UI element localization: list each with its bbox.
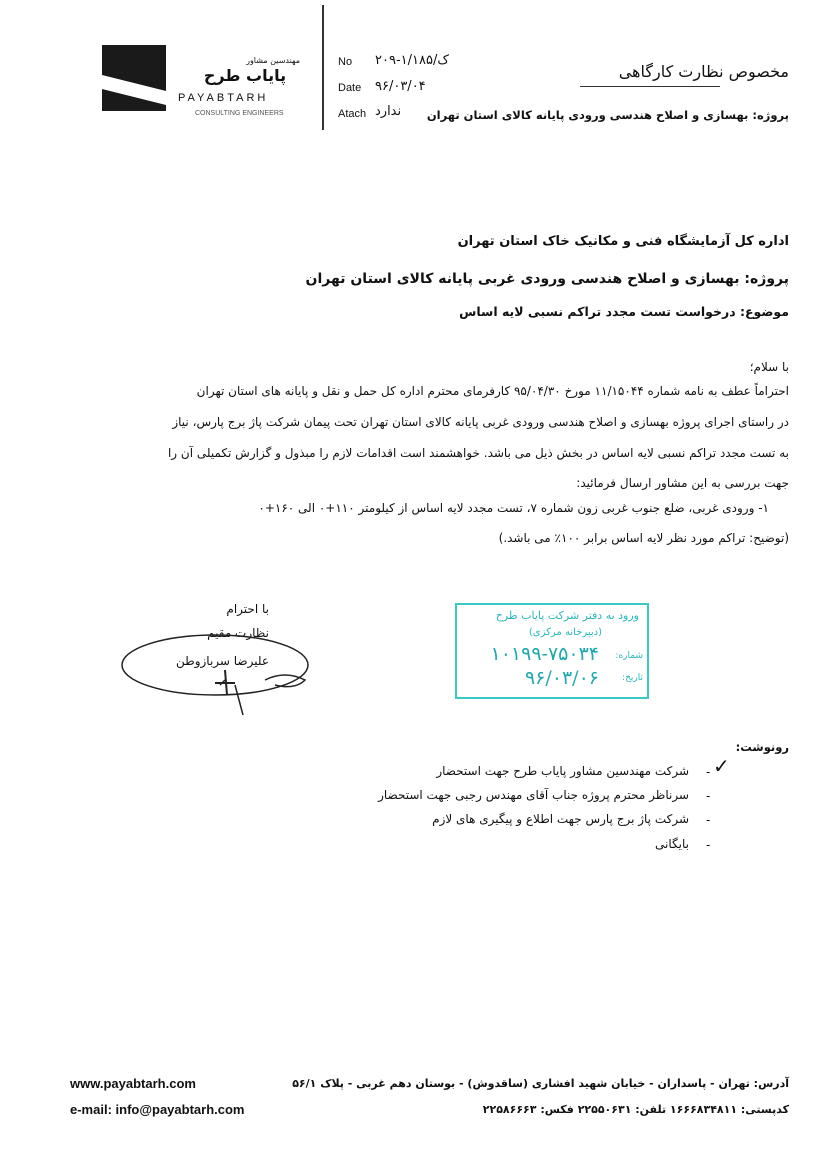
company-logo-mark [102, 45, 166, 111]
recipient: اداره کل آزمایشگاه فنی و مکانیک خاک استان تهران [457, 234, 789, 249]
logo-subtitle: CONSULTING ENGINEERS [195, 110, 284, 117]
header-project: پروژه: بهسازی و اصلاح هندسی ورودی پایانه کالای استان تهران [426, 108, 789, 122]
meta-no-value: ۲۰۹-۱/ک/۱۸۵ [375, 53, 449, 68]
cc-bullet: - [706, 765, 711, 779]
logo-name-en: PAYABTARH [178, 92, 269, 104]
cc-item: بایگانی [655, 837, 689, 851]
stamp-number-label: شماره: [615, 651, 643, 661]
cc-bullet: - [706, 789, 711, 803]
meta-no-label: No [338, 56, 353, 68]
stamp-line1: ورود به دفتر شرکت پایاب طرح [495, 609, 639, 622]
stamp-number: ۱۰۱۹۹-۷۵۰۳۴ [490, 643, 599, 665]
cc-title: رونوشت: [735, 740, 789, 754]
handwritten-signature [115, 625, 325, 720]
salutation: با سلام؛ [749, 360, 789, 374]
footer-website: www.payabtarh.com [70, 1076, 196, 1091]
letter-subject: موضوع: درخواست تست مجدد تراکم نسبی لایه اساس [459, 304, 789, 319]
header-divider [322, 5, 324, 130]
list-item: ۱- ورودی غربی، ضلع جنوب غربی زون شماره ۷، تست مجدد لایه اساس از کیلومتر ۱۱۰+۰ الی ۱۶۰+۰ [258, 501, 769, 515]
title-underline [580, 86, 720, 87]
stamp-date-label: تاریخ: [622, 673, 643, 683]
paragraph-line: در راستای اجرای پروژه بهسازی و اصلاح هندسی ورودی غربی پایانه کالای استان تهران تحت پیمان شرکت پاژ برج پارس، نیاز [172, 415, 789, 429]
document-title: مخصوص نظارت کارگاهی [618, 62, 789, 81]
received-stamp [455, 603, 649, 699]
paragraph-line: به تست مجدد تراکم نسبی لایه اساس در بخش ذیل می باشد. خواهشمند است اقدامات لازم را مبذول و گزارش تکمیلی آن را [167, 446, 789, 460]
stamp-date: ۹۶/۰۳/۰۶ [524, 667, 599, 689]
cc-bullet: - [706, 813, 711, 827]
cc-item: شرکت پاژ برج پارس جهت اطلاع و پیگیری های لازم [432, 812, 689, 826]
letter-project: پروژه: بهسازی و اصلاح هندسی ورودی غربی پایانه کالای استان تهران [305, 271, 789, 287]
meta-date-value: ۹۶/۰۳/۰۴ [375, 79, 426, 94]
meta-attach-label: Atach [338, 108, 367, 120]
cc-item: سرناظر محترم پروژه جناب آقای مهندس رجبی جهت استحضار [378, 788, 689, 802]
logo-name-fa: پایاب طرح [203, 66, 287, 85]
footer-contacts: کدپستی: ۱۶۶۶۸۳۴۸۱۱ تلفن: ۲۲۵۵۰۶۳۱ فکس: ۲۲۵۸۶۶۶۳ [482, 1103, 789, 1116]
logo-name-fa-top: مهندسین مشاور [246, 56, 300, 65]
note: (توضیح: تراکم مورد نظر لایه اساس برابر ۱۰۰٪ می باشد.) [498, 531, 789, 545]
meta-date-label: Date [338, 82, 362, 94]
checkmark-icon: ✓ [713, 754, 730, 778]
paragraph-line: احتراماً عطف به نامه شماره ۱۱/۱۵۰۴۴ مورخ ۹۵/۰۴/۳۰ کارفرمای محترم اداره کل حمل و نقل و پایانه های استان تهران [196, 384, 789, 398]
meta-attach-value: ندارد [375, 104, 402, 119]
signer-role: نظارت مقیم [207, 626, 269, 640]
closing: با احترام [226, 602, 269, 616]
footer-address: آدرس: تهران - پاسداران - خیابان شهید افشاری (ساقدوش) - بوستان دهم غربی - پلاک ۵۶/۱ [292, 1077, 789, 1090]
signer-name: علیرضا سربازوطن [176, 654, 269, 668]
cc-item: شرکت مهندسین مشاور پایاب طرح جهت استحضار [436, 764, 689, 778]
cc-bullet: - [706, 838, 711, 852]
footer-email: e-mail: info@payabtarh.com [70, 1102, 245, 1117]
stamp-line2: (دبیرخانه مرکزی) [528, 627, 602, 638]
paragraph-line: جهت بررسی به این مشاور ارسال فرمائید: [576, 476, 789, 490]
